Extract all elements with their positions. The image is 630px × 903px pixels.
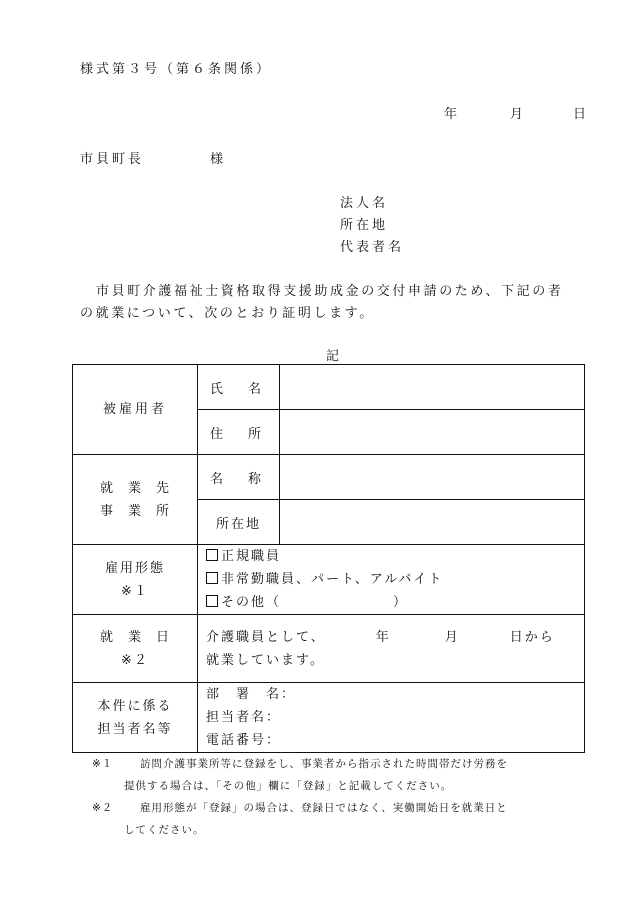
- option-other-label: その他（: [221, 595, 282, 610]
- start-date-month: 月: [444, 629, 460, 645]
- checkbox-icon[interactable]: [206, 572, 218, 584]
- employee-name-row: [73, 365, 585, 410]
- body-text-line2: の就業について、次のとおり証明します。: [80, 306, 375, 321]
- option-parttime-label: 非常勤職員、パート、アルバイト: [221, 572, 444, 587]
- employee-name-field[interactable]: [280, 365, 585, 410]
- employment-type-row: [73, 545, 585, 615]
- employee-address-field[interactable]: [280, 410, 585, 455]
- addressee-suffix: 様: [210, 152, 224, 167]
- employee-name-label: 氏 名: [198, 365, 280, 410]
- contact-label-line1: 本件に係る: [97, 698, 173, 714]
- workplace-name-label: 名 称: [198, 455, 280, 500]
- option-parttime[interactable]: [206, 568, 584, 591]
- ki-heading: 記: [326, 349, 340, 364]
- contact-phone: 電話番号：: [206, 733, 282, 748]
- employment-type-note-mark: ※１: [121, 583, 149, 599]
- body-text-line1: 市貝町介護福祉士資格取得支援助成金の交付申請のため、下記の者: [96, 284, 564, 299]
- workplace-label-line2: 事 業 所: [99, 503, 170, 519]
- start-date-content: [198, 615, 585, 683]
- workplace-name-row: [73, 455, 585, 500]
- certification-table: [72, 364, 585, 753]
- option-regular-label: 正規職員: [221, 549, 282, 564]
- employment-type-label: [73, 545, 198, 615]
- note1-line1: 訪問介護事業所等に登録をし、事業者から指示された時間帯だけ労務を: [140, 758, 508, 770]
- note2-line2: してください。: [124, 824, 205, 836]
- option-other[interactable]: [206, 591, 584, 614]
- contact-content: [198, 683, 585, 753]
- start-date-day-suffix: 日から: [509, 629, 555, 645]
- note2-marker: ※２: [92, 802, 114, 814]
- option-other-close: ）: [393, 595, 409, 610]
- employment-type-options: [198, 545, 585, 615]
- checkbox-icon[interactable]: [206, 595, 218, 607]
- start-date-line1: [206, 626, 584, 649]
- start-date-prefix: 介護職員として、: [206, 629, 326, 645]
- contact-label-line2: 担当者名等: [97, 721, 173, 737]
- note2-line1: 雇用形態が「登録」の場合は、登録日ではなく、実働開始日を就業日と: [140, 802, 508, 814]
- corp-name-label: 法人名: [340, 196, 389, 211]
- start-date-label: [73, 615, 198, 683]
- date-month-label: 月: [510, 107, 524, 122]
- workplace-label: [73, 455, 198, 545]
- start-date-label-line1: 就 業 日: [99, 629, 170, 645]
- workplace-label-line1: 就 業 先: [99, 480, 170, 496]
- checkbox-icon[interactable]: [206, 549, 218, 561]
- date-year-label: 年: [444, 107, 458, 122]
- note1-marker: ※１: [92, 758, 114, 770]
- employee-label: 被雇用者: [73, 365, 198, 455]
- employment-type-label-line1: 雇用形態: [104, 560, 165, 576]
- employee-address-label: 住 所: [198, 410, 280, 455]
- workplace-address-field[interactable]: [280, 500, 585, 545]
- start-date-row: [73, 615, 585, 683]
- form-title: 様式第３号（第６条関係）: [80, 62, 273, 77]
- note1-line2: 提供する場合は、「その他」欄に「登録」と記載してください。: [124, 780, 453, 792]
- start-date-year: 年: [375, 629, 391, 645]
- contact-person: 担当者名：: [206, 710, 282, 725]
- start-date-line2: 就業しています。: [206, 652, 325, 668]
- contact-row: [73, 683, 585, 753]
- contact-label: [73, 683, 198, 753]
- workplace-name-field[interactable]: [280, 455, 585, 500]
- representative-label: 代表者名: [340, 240, 405, 255]
- contact-dept: 部 署 名：: [206, 687, 297, 702]
- corp-address-label: 所在地: [340, 218, 389, 233]
- start-date-note-mark: ※２: [121, 652, 149, 668]
- date-day-label: 日: [573, 107, 587, 122]
- option-regular[interactable]: [206, 545, 584, 568]
- addressee-name: 市貝町長: [80, 152, 145, 167]
- workplace-address-label: 所在地: [198, 500, 280, 545]
